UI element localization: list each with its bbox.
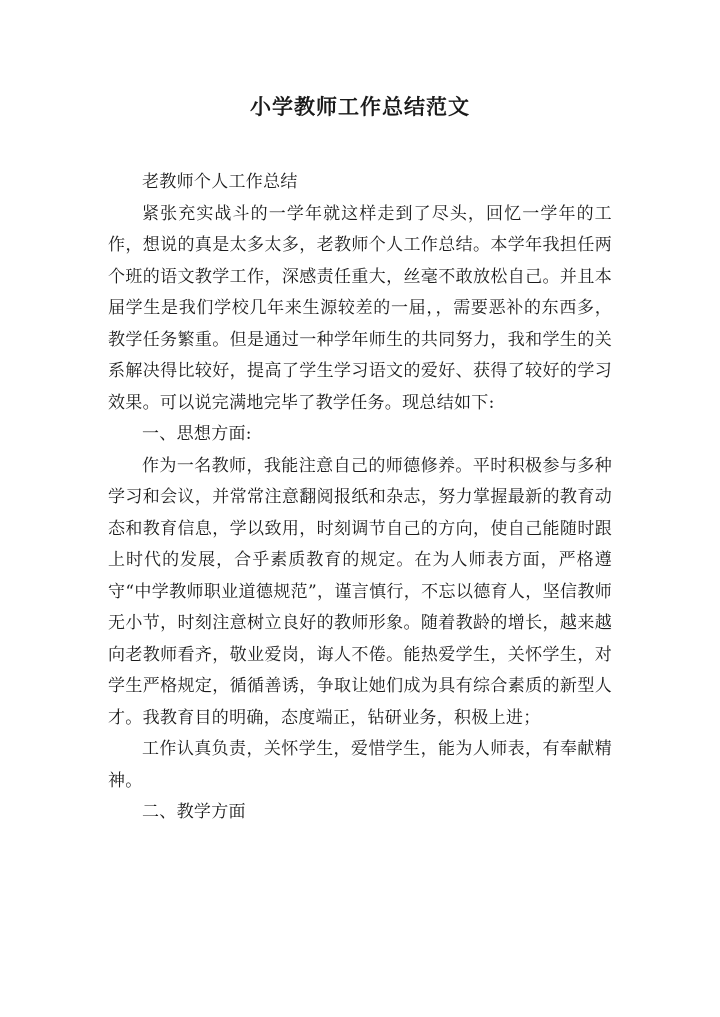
intro-paragraph: 紧张充实战斗的一学年就这样走到了尽头，回忆一学年的工作，想说的真是太多太多，老教师个人工作总结。本学年我担任两个班的语文教学工作，深感责任重大，丝毫不敢放松自己。并且本届学生是我们学校几年来生源较差的一届，，需要恶补的东西多，教学任务繁重。但是通过一种学年师生的共同努力，我和学生的关系解决得比较好，提高了学生学习语文的爱好、获得了较好的学习效果。可以说完满地完毕了教学任务。现总结如下: — [108, 203, 612, 413]
document-title: 小学教师工作总结范文 — [250, 94, 470, 119]
thought-paragraph: 作为一名教师，我能注意自己的师德修养。平时积极参与多种学习和会议，并常常注意翻阅报纸和杂志，努力掌握最新的教育动态和教育信息，学以致用，时刻调节自己的方向，使自己能随时跟上时代的发展，合乎素质教育的规定。在为人师表方面，严格遵守“中学教师职业道德规范”，谨言慎行，不忘以德育人，坚信教师无小节，时刻注意树立良好的教师形象。随着教龄的增长，越来越向老教师看齐，敬业爱岗，诲人不倦。能热爱学生，关怀学生，对学生严格规定，循循善诱，争取让她们成为具有综合素质的新型人才。我教育目的明确，态度端正，钻研业务，积极上进； — [108, 455, 612, 728]
section-heading-teaching: 二、教学方面 — [142, 802, 246, 822]
section-heading-summary: 老教师个人工作总结 — [142, 172, 298, 192]
work-attitude-paragraph: 工作认真负责，关怀学生，爱惜学生，能为人师表，有奉献精神。 — [108, 739, 612, 791]
document-body — [108, 167, 612, 829]
section-heading-thought: 一、思想方面: — [142, 424, 252, 444]
